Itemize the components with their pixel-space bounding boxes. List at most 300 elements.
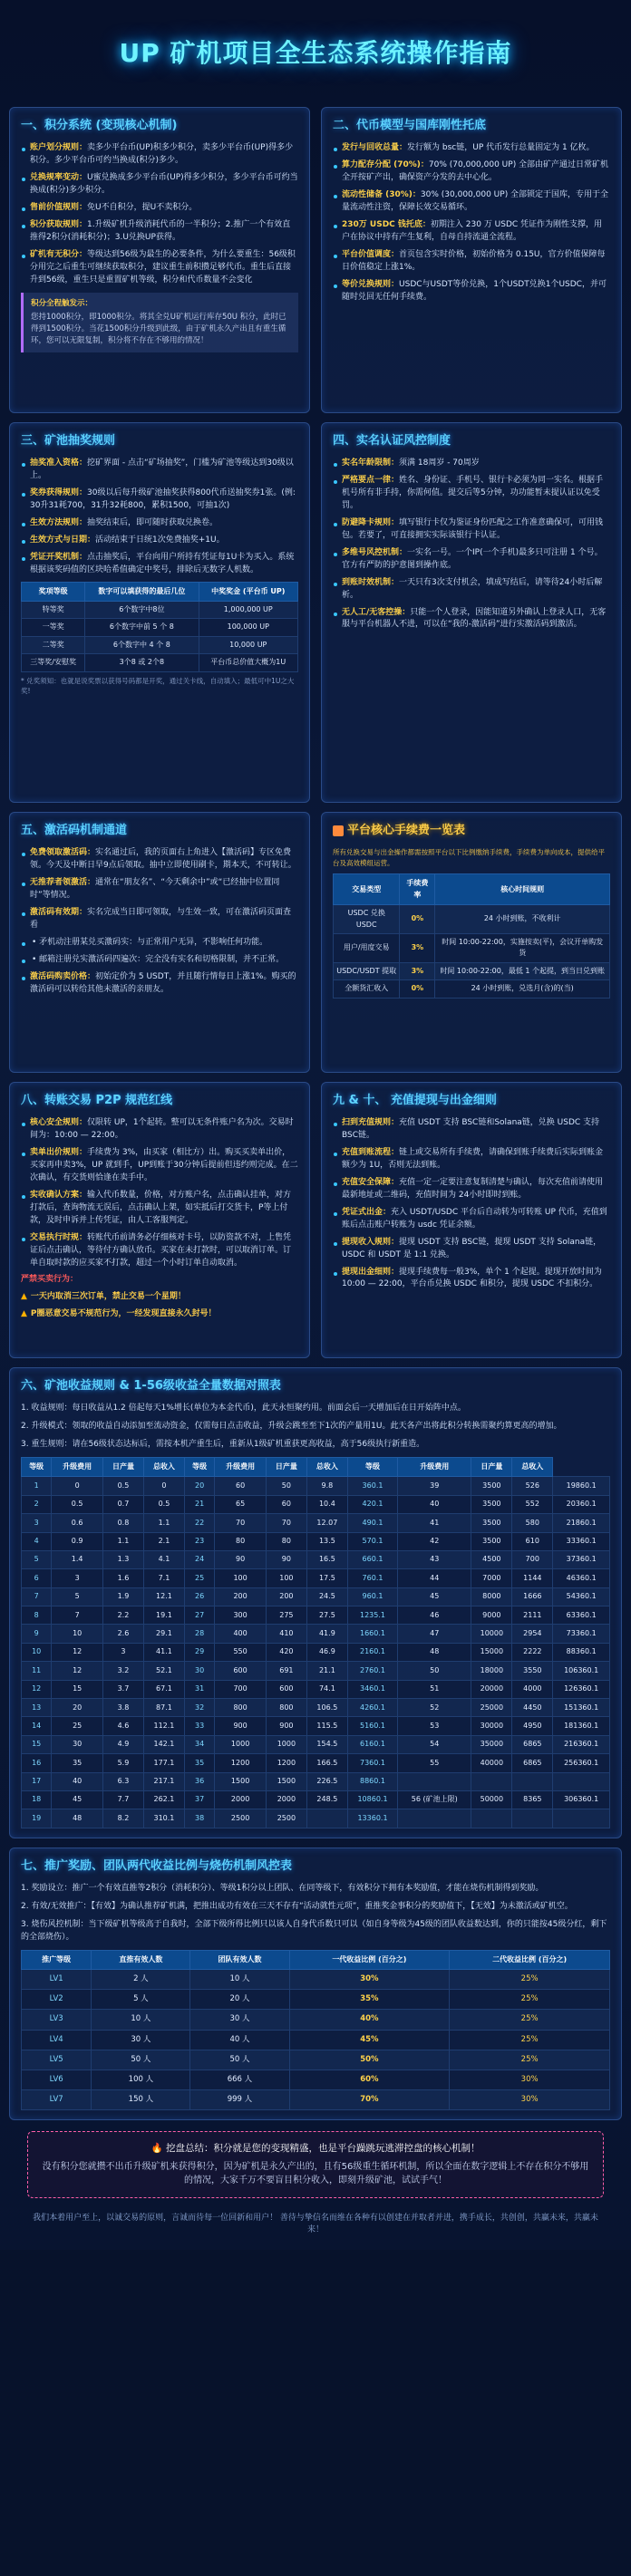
table-cell: 106.5 [306, 1699, 347, 1717]
item-text: 1.升级矿机升级消耗代币的一半积分；2.推广一个有效直推得2积分(消耗积分)；3.U兑换UP获得。 [30, 219, 291, 242]
table-row [334, 905, 610, 934]
item-key: 账户划分规则： [30, 143, 88, 153]
table-cell: 490.1 [347, 1514, 397, 1532]
table-cell: 10 [52, 1625, 103, 1643]
lottery-list [21, 458, 298, 577]
card-deposit [321, 1082, 622, 1358]
table-cell: 166.5 [306, 1754, 347, 1772]
item-text: 等级达到56级为最生的必要条件，为什么要重生：56级积分用完之后重生可继续获取积分，建议重生前积攒足够代币。重生后直接升到56级，重生只是重置矿机等级，积分和代币数量不会变化 [30, 249, 296, 285]
table-cell: 0.6 [52, 1514, 103, 1532]
lottery-table [21, 582, 298, 672]
table-cell: 25% [450, 1990, 610, 2010]
table-cell: 151360.1 [553, 1699, 610, 1717]
card-mining-table [9, 1367, 622, 1838]
list-item [333, 1207, 610, 1232]
item-text: 初始定价为 5 USDT，并且随行情每日上涨1%。购买的激活码可以转给其他未激活的亲朋友。 [30, 971, 296, 994]
table-row [22, 2050, 610, 2069]
table-cell: 15 [22, 1735, 52, 1753]
column-header: 团队有效人数 [190, 1950, 289, 1969]
table-cell: 33 [184, 1717, 214, 1735]
table-cell: 1 [22, 1477, 52, 1495]
table-cell: 54360.1 [553, 1587, 610, 1606]
table-cell: 1,000,000 UP [199, 602, 297, 619]
list-item [21, 1190, 298, 1228]
table-cell: 46360.1 [553, 1569, 610, 1587]
list-item [21, 877, 298, 902]
warning-icon: ▲ [21, 1309, 27, 1319]
list-item [333, 1177, 610, 1202]
table-cell: LV7 [22, 2090, 92, 2110]
table-cell: LV4 [22, 2030, 92, 2050]
table-cell: 226.5 [306, 1772, 347, 1790]
rule-line: 1. 奖励设立：推广一个有效直推等2积分（消耗积分）、等级1积分以上团队、在同等级下，有效积分下拥有本奖励值，才能在烧伤机制得到奖励。 [21, 1883, 544, 1893]
column-header: 日产量 [471, 1457, 512, 1476]
table-cell: 960.1 [347, 1587, 397, 1606]
table-cell: 三等奖/安慰奖 [22, 654, 85, 671]
table-cell: 2760.1 [347, 1662, 397, 1680]
table-cell: 30 [184, 1662, 214, 1680]
item-key: 生效方法规则： [30, 517, 88, 527]
table-cell: 7000 [471, 1569, 512, 1587]
activation-list [21, 847, 298, 996]
table-cell: 17 [22, 1772, 52, 1790]
table-cell: 19.1 [143, 1606, 184, 1625]
item-key: 核心安全规则： [30, 1118, 88, 1128]
table-cell: 40 [398, 1495, 471, 1513]
list-item [333, 607, 610, 632]
table-row [22, 2069, 610, 2089]
page-title: UP 矿机项目全生态系统操作指南 [119, 38, 512, 69]
item-text: 点击抽奖后，平台向用户所持有凭证每1U卡为买入。系统根据该奖码值的区块哈希值确定中奖号，排除后无数字人机数。 [30, 552, 295, 574]
table-cell: 45% [289, 2030, 450, 2050]
table-cell: 256360.1 [553, 1754, 610, 1772]
item-text: 70% (70,000,000 UP) 全部由矿产通过日常矿机全开按矿产出，确保资产分发的去中心化。 [342, 160, 609, 183]
table-cell: 15 [52, 1680, 103, 1698]
table-cell: 50 [266, 1477, 306, 1495]
table-cell: 27 [184, 1606, 214, 1625]
item-text: 发行额为 bsc链，UP 代币发行总量固定为 1 亿枚。 [407, 143, 595, 153]
list-item [333, 142, 610, 155]
table-cell: 13 [22, 1699, 52, 1717]
table-cell: 150 人 [92, 2090, 190, 2110]
row-3 [0, 812, 631, 1073]
token-list [333, 142, 610, 304]
list-item [333, 219, 610, 245]
column-header: 等级 [184, 1457, 214, 1476]
table-cell: 37 [184, 1790, 214, 1809]
table-cell [553, 1772, 610, 1790]
column-header: 升级费用 [52, 1457, 103, 1476]
table-cell: 100 [215, 1569, 267, 1587]
table-cell: 3500 [471, 1477, 512, 1495]
list-item [21, 487, 298, 513]
table-cell: 1200 [215, 1754, 267, 1772]
table-cell: 42 [398, 1532, 471, 1550]
table-cell: 600 [266, 1680, 306, 1698]
table-cell: 33360.1 [553, 1532, 610, 1550]
table-cell: 306360.1 [553, 1790, 610, 1809]
item-text: 充入 USDT/USDC 平台后自动转为可转账 UP 代币，充值到账后点击账户转账为 usdc 凭证余额。 [342, 1207, 607, 1230]
table-cell: 34 [184, 1735, 214, 1753]
table-cell: 154.5 [306, 1735, 347, 1753]
table-row [22, 2010, 610, 2030]
table-cell [471, 1809, 512, 1828]
table-cell: 50 人 [190, 2050, 289, 2069]
section-title [333, 822, 610, 840]
card-referral [9, 1848, 622, 2120]
table-cell: 1.9 [102, 1587, 143, 1606]
table-cell: 1000 [215, 1735, 267, 1753]
table-row [22, 1495, 610, 1513]
table-row [22, 1772, 610, 1790]
card-activation [9, 812, 310, 1073]
table-cell: 21 [184, 1495, 214, 1513]
table-cell: 2500 [215, 1809, 267, 1828]
table-cell [398, 1772, 471, 1790]
warning-line [21, 1291, 298, 1304]
table-cell: 410 [266, 1625, 306, 1643]
table-cell: 0.5 [102, 1477, 143, 1495]
table-cell: 12 [52, 1643, 103, 1661]
item-text: 提现手续费每一般3%，单个 1 个起提。提现开放时间为 10:00 — 22:00，平台币兑换 USDC 和积分，提现 USDC 不扣积分。 [342, 1267, 602, 1289]
table-cell: 660.1 [347, 1550, 397, 1568]
table-cell: LV5 [22, 2050, 92, 2069]
table-cell: 25% [450, 2010, 610, 2030]
list-item [21, 971, 298, 997]
item-key: 充值安全保障： [342, 1177, 400, 1187]
table-cell: 二等奖 [22, 636, 85, 653]
column-header: 等级 [22, 1457, 52, 1476]
table-cell: 580 [512, 1514, 553, 1532]
table-cell: 4950 [512, 1717, 553, 1735]
table-cell: 60 [266, 1495, 306, 1513]
item-text: 活动结束于日统1次免费抽奖+1U。 [95, 535, 225, 545]
table-cell: 1.6 [102, 1569, 143, 1587]
table-row [22, 2030, 610, 2050]
table-row [334, 962, 610, 979]
mining-rules [21, 1403, 610, 1452]
table-cell: 24.5 [306, 1587, 347, 1606]
table-cell: 3% [400, 933, 435, 962]
section-title: 一、积分系统 (变现核心机制) [21, 119, 178, 132]
table-row [22, 1477, 610, 1495]
row-1 [0, 107, 631, 413]
item-text: 充值一定一定要注意复制清楚与确认，每次充值前请使用最新地址或二维码，充值时间为 24小时即时到账。 [342, 1177, 604, 1200]
table-cell: 0 [143, 1477, 184, 1495]
table-cell: 100 人 [92, 2069, 190, 2089]
list-item [333, 517, 610, 543]
table-cell: 126360.1 [553, 1680, 610, 1698]
column-header: 日产量 [266, 1457, 306, 1476]
table-cell: 63360.1 [553, 1606, 610, 1625]
table-cell: 25% [450, 2030, 610, 2050]
table-cell: 50 人 [92, 2050, 190, 2069]
table-cell: 41 [398, 1514, 471, 1532]
item-key: 提现出金细则： [342, 1267, 400, 1277]
summary-title: 🔥 挖盘总结：积分就是您的变现精盛，也是平台躁跳玩逃滞控盘的核心机制！ [150, 2143, 481, 2155]
table-cell: 999 人 [190, 2090, 289, 2110]
table-cell: 4260.1 [347, 1699, 397, 1717]
table-cell: 8 [22, 1606, 52, 1625]
footer-text: 我们本着用户至上，以诚交易的原则，言诚而待每一位回新和用户！ 善待与挚信名而维在各种有以创建在并取者并进，携手成长，共创创，共赢未来，共赢未来！ [33, 2213, 598, 2235]
summary-box [27, 2131, 604, 2197]
table-cell: 1.4 [52, 1550, 103, 1568]
item-text: 充值 USDT 支持 BSC链和Solana链，兑换 USDC 支持 BSC链。 [342, 1118, 600, 1141]
item-text: 通常在“朋友名”、“今天剩余中”或“已经抽中位置同时”等情况。 [30, 878, 280, 900]
table-cell: 666 人 [190, 2069, 289, 2089]
table-cell: 400 [215, 1625, 267, 1643]
item-key: 无推荐者领激活： [30, 878, 96, 888]
list-item [333, 189, 610, 215]
table-cell: 200 [215, 1587, 267, 1606]
list-item [21, 458, 298, 483]
table-cell: 40 人 [190, 2030, 289, 2050]
table-cell: 16 [22, 1754, 52, 1772]
item-text: 手续费为 3%，由买家（相比方）出。购买买卖单出价，买家再申卖3%，UP 就到手，UP到账于30分钟后提前但违约则完成。在二次确认，有交货则恰逢在卖手中。 [30, 1148, 298, 1182]
card-points-system [9, 107, 310, 413]
list-item [333, 279, 610, 304]
table-cell: 56 (矿池上限) [398, 1790, 471, 1809]
table-cell: 70 [215, 1514, 267, 1532]
rule-line: 3. 烧伤风控机制：当下级矿机等级高于自我时，全部下级所得比例只以该人自身代币数只可以（如自身等级为45级的团队收益数达到，你的只能按45级分红，剩下的全部烧伤）。 [21, 1919, 607, 1942]
points-note [21, 293, 298, 353]
table-cell: 1.1 [102, 1532, 143, 1550]
item-key: 发行与回收总量： [342, 143, 408, 153]
card-lottery [9, 422, 310, 803]
table-cell: 4500 [471, 1550, 512, 1568]
table-cell: 26 [184, 1587, 214, 1606]
table-cell: 12.07 [306, 1514, 347, 1532]
item-text: 须满 18周岁 - 70周岁 [399, 458, 480, 468]
table-cell [512, 1809, 553, 1828]
table-cell: 6160.1 [347, 1735, 397, 1753]
item-key: 扫到充值规则： [342, 1118, 400, 1128]
table-cell: 800 [266, 1699, 306, 1717]
p2p-warnings [21, 1291, 298, 1321]
column-header: 一代收益比例 (百分之) [289, 1950, 450, 1969]
table-cell: 24 小时到账，兑选月(含)的(当) [435, 980, 610, 998]
table-cell: 2954 [512, 1625, 553, 1643]
item-key: 流动性储备 (30%)： [342, 189, 421, 199]
table-cell: 2160.1 [347, 1643, 397, 1661]
mining-table [21, 1457, 610, 1828]
list-item [21, 847, 298, 873]
table-header [22, 1950, 610, 1969]
table-cell: 3460.1 [347, 1680, 397, 1698]
table-cell: 37360.1 [553, 1550, 610, 1568]
table-cell: 17.5 [306, 1569, 347, 1587]
table-cell: LV2 [22, 1990, 92, 2010]
table-cell: 0.5 [52, 1495, 103, 1513]
table-cell: 47 [398, 1625, 471, 1643]
item-key: 兑换规率变动： [30, 173, 88, 183]
table-cell: USDC/USDT 提取 [334, 962, 400, 979]
table-cell: 7 [22, 1587, 52, 1606]
table-cell: 526 [512, 1477, 553, 1495]
item-key: 等价兑换规则： [342, 279, 400, 289]
table-cell: 2.6 [102, 1625, 143, 1643]
table-cell: 6865 [512, 1754, 553, 1772]
table-cell: 3.2 [102, 1662, 143, 1680]
table-cell: 25% [450, 1970, 610, 1990]
table-row [22, 1587, 610, 1606]
table-cell: 32 [184, 1699, 214, 1717]
table-cell: 12 [22, 1680, 52, 1698]
item-key: 实收确认方案： [30, 1190, 88, 1200]
table-cell: 20 [52, 1699, 103, 1717]
table-cell: 10 人 [190, 1970, 289, 1990]
table-cell: 88360.1 [553, 1643, 610, 1661]
table-cell: 600 [215, 1662, 267, 1680]
table-cell: 40% [289, 2010, 450, 2030]
table-cell: 时间 10:00-22:00，最低 1 个起提，到当日兑到账 [435, 962, 610, 979]
rule-line: 2. 有效/无效推广：【有效】为确认推荐矿机满，把推出成功有效在三天不存有“活动就性元项”，重推奖金事积分的奖励值下，【无效】为未激活或矿机空。 [21, 1901, 573, 1911]
list-item [21, 1117, 298, 1143]
table-cell: 2222 [512, 1643, 553, 1661]
table-cell [471, 1772, 512, 1790]
table-cell: LV1 [22, 1970, 92, 1990]
table-cell: 53 [398, 1717, 471, 1735]
card-fees [321, 812, 622, 1073]
table-cell: 30% [450, 2069, 610, 2089]
table-cell: 2.2 [102, 1606, 143, 1625]
column-header: 等级 [347, 1457, 397, 1476]
item-text: 一天只有3次支付机会，填成写结后，请等待24小时后解析。 [342, 577, 603, 600]
table-cell: 3.7 [102, 1680, 143, 1698]
item-key: 实名年龄限制： [342, 458, 400, 468]
table-cell: 52.1 [143, 1662, 184, 1680]
table-cell [512, 1772, 553, 1790]
table-cell: 6.3 [102, 1772, 143, 1790]
list-item [21, 172, 298, 198]
table-cell: 3 [22, 1514, 52, 1532]
table-cell: 60 [215, 1477, 267, 1495]
list-item [333, 458, 610, 470]
table-cell: 21860.1 [553, 1514, 610, 1532]
rule-line: 3. 重生规则：请在56级状态达标后，需按本机产重生后，重新从1级矿机重获更高收益，高于56级执行新重造。 [21, 1440, 425, 1450]
table-cell: 24 小时到账，不收利计 [435, 905, 610, 934]
item-key: 230万 USDC 钱托底： [342, 219, 431, 229]
table-cell: 70% [289, 2090, 450, 2110]
table-cell: 4000 [512, 1680, 553, 1698]
list-item [21, 249, 298, 287]
table-cell: 40000 [471, 1754, 512, 1772]
table-cell: 420.1 [347, 1495, 397, 1513]
table-cell: 35 [184, 1754, 214, 1772]
p2p-rule-title: 严禁买卖行为： [21, 1275, 79, 1285]
gift-icon [333, 825, 344, 836]
note-title: 积分全程触发示： [31, 298, 93, 308]
warning-icon: ▲ [21, 1292, 27, 1302]
table-cell: 11 [22, 1662, 52, 1680]
table-cell: 1.1 [143, 1514, 184, 1532]
table-cell: 800 [215, 1699, 267, 1717]
table-row [22, 1809, 610, 1828]
table-cell: 691 [266, 1662, 306, 1680]
table-cell: 10 [22, 1643, 52, 1661]
table-cell: 7.7 [102, 1790, 143, 1809]
table-cell: 19 [22, 1809, 52, 1828]
table-cell: 特等奖 [22, 602, 85, 619]
table-cell: 2500 [266, 1809, 306, 1828]
item-text: 一实名一号。一个IP(一个手机)最多只可注册 1 个号。官方有严防的护意图到操作底。 [342, 547, 603, 570]
table-cell: 10 人 [92, 2010, 190, 2030]
table-cell: 87.1 [143, 1699, 184, 1717]
item-key: 凭证开奖机制： [30, 552, 88, 562]
table-cell: 6865 [512, 1735, 553, 1753]
item-text: 首页包含实时价格，初始价格为 0.15U，官方价值保障每日价值稳定上涨1%。 [342, 249, 606, 272]
list-item [333, 1117, 610, 1143]
table-cell: 1500 [266, 1772, 306, 1790]
table-cell: 70 [266, 1514, 306, 1532]
table-cell: 1500 [215, 1772, 267, 1790]
table-cell: 19860.1 [553, 1477, 610, 1495]
table-cell: 用户/用度交易 [334, 933, 400, 962]
item-text: 填写银行卡仅为鉴证身份匹配之工作准意确保可，可用钱包。若要了，可直接拥实实际该银行卡认证。 [342, 517, 604, 540]
table-cell: 21.1 [306, 1662, 347, 1680]
item-key: 激活码购卖价格： [30, 971, 96, 981]
table-cell: 30% [450, 2090, 610, 2110]
table-cell: 18 [22, 1790, 52, 1809]
section-title: 二、代币模型与国库刚性托底 [333, 119, 487, 132]
table-cell: 2000 [266, 1790, 306, 1809]
table-cell: 275 [266, 1606, 306, 1625]
item-key: 提现收入规则： [342, 1237, 400, 1247]
list-item [333, 159, 610, 185]
warning-text: P圈恶意交易不规范行为，一经发现直接永久封号！ [30, 1309, 217, 1319]
list-item: • 邮箱注册兑实激活码四遍次：完全没有实名和切格限制，并不正常。 [21, 954, 298, 967]
table-cell: 43 [398, 1550, 471, 1568]
list-item [333, 1267, 610, 1292]
table-cell: 39 [398, 1477, 471, 1495]
item-text: 仅限转 UP，1个起转。整可以无条件账户名为次。交易时间为：10:00 — 22:00。 [30, 1118, 294, 1141]
table-cell: LV6 [22, 2069, 92, 2089]
table-cell: 23 [184, 1532, 214, 1550]
table-cell: 41.1 [143, 1643, 184, 1661]
table-cell: 5 人 [92, 1990, 190, 2010]
item-text: 实名完成当日即可领取，与生效一致，可在激活码页面查看 [30, 907, 292, 930]
table-cell [553, 1809, 610, 1828]
column-header: 中奖奖金 (平台币 UP) [199, 582, 297, 601]
table-cell: 46 [398, 1606, 471, 1625]
referral-rules [21, 1883, 610, 1944]
table-cell: 28 [184, 1625, 214, 1643]
table-cell: 3550 [512, 1662, 553, 1680]
item-key: 充值到账流程： [342, 1148, 400, 1158]
lottery-note: * 兑奖须知：也就是说奖票以获得号码都是开奖，通过关卡线，自动填入；最低可中1U之大奖! [21, 676, 295, 696]
item-key: 激活码有效期： [30, 907, 88, 917]
table-row [22, 1514, 610, 1532]
table-cell: 25% [450, 2050, 610, 2069]
list-item [21, 907, 298, 932]
table-cell: 6个数字中8位 [85, 602, 199, 619]
table-row [22, 1790, 610, 1809]
table-cell: 30000 [471, 1717, 512, 1735]
table-cell: 74.1 [306, 1680, 347, 1698]
item-key: 严格要点一律： [342, 476, 400, 486]
table-cell: 2111 [512, 1606, 553, 1625]
table-cell: 65 [215, 1495, 267, 1513]
row-2 [0, 422, 631, 803]
table-cell: 27.5 [306, 1606, 347, 1625]
column-header: 总收入 [306, 1457, 347, 1476]
table-cell: 45 [398, 1587, 471, 1606]
table-row [22, 1569, 610, 1587]
table-cell: 2000 [215, 1790, 267, 1809]
summary-text: 没有积分您就攒不出币升级矿机来获得积分，因为矿机是永久产出的，且有56级重生循环机制，所以全面在数字逻辑上不存在积分不够用的情况，大家千万不要盲目积分收入，即刻升级矿池，试试手气！ [42, 2161, 589, 2186]
table-cell: 80 [215, 1532, 267, 1550]
table-cell: 30% [289, 1970, 450, 1990]
